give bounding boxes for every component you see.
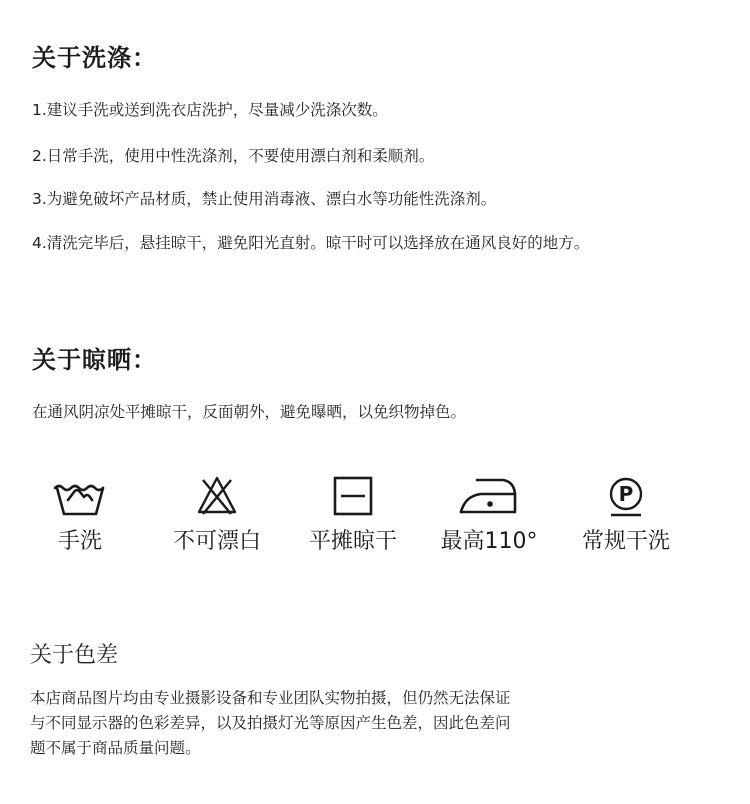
hand-wash-icon — [52, 474, 108, 518]
drying-title: 关于晾晒： — [32, 346, 157, 374]
washing-title: 关于洗涤： — [32, 44, 157, 72]
washing-item: 4.清洗完毕后，悬挂晾干，避免阳光直射。晾干时可以选择放在通风良好的地方。 — [32, 234, 590, 252]
care-item-dry-flat — [283, 474, 423, 555]
iron-icon — [457, 474, 521, 518]
care-label: 常规干洗 — [581, 529, 670, 554]
care-item-dry-clean — [556, 474, 696, 555]
color-difference-line: 本店商品图片均由专业摄影设备和专业团队实物拍摄，但仍然无法保证 — [30, 689, 511, 707]
color-difference-text — [30, 686, 610, 761]
color-difference-title: 关于色差 — [30, 643, 119, 668]
care-label: 最高110° — [440, 529, 538, 554]
care-label: 平摊晾干 — [308, 529, 397, 554]
washing-item: 3.为避免破坏产品材质，禁止使用消毒液、漂白水等功能性洗涤剂。 — [32, 190, 497, 208]
svg-text:P: P — [618, 482, 634, 506]
washing-item: 1.建议手洗或送到洗衣店洗护，尽量减少洗涤次数。 — [32, 101, 388, 119]
no-bleach-icon — [195, 474, 239, 518]
dry-clean-p-icon — [604, 474, 648, 518]
care-item-hand-wash — [10, 474, 150, 555]
dry-flat-icon — [331, 474, 375, 518]
drying-text: 在通风阴凉处平摊晾干，反面朝外，避免曝晒，以免织物掉色。 — [32, 403, 467, 421]
care-label: 手洗 — [57, 529, 102, 554]
care-label: 不可漂白 — [172, 529, 261, 554]
color-difference-line: 与不同显示器的色彩差异，以及拍摄灯光等原因产生色差，因此色差问 — [30, 714, 511, 732]
care-item-no-bleach — [147, 474, 287, 555]
care-icons-row — [0, 474, 750, 564]
care-item-iron — [419, 474, 559, 555]
washing-item: 2.日常手洗，使用中性洗涤剂，不要使用漂白剂和柔顺剂。 — [32, 147, 435, 165]
color-difference-line: 题不属于商品质量问题。 — [30, 739, 201, 757]
